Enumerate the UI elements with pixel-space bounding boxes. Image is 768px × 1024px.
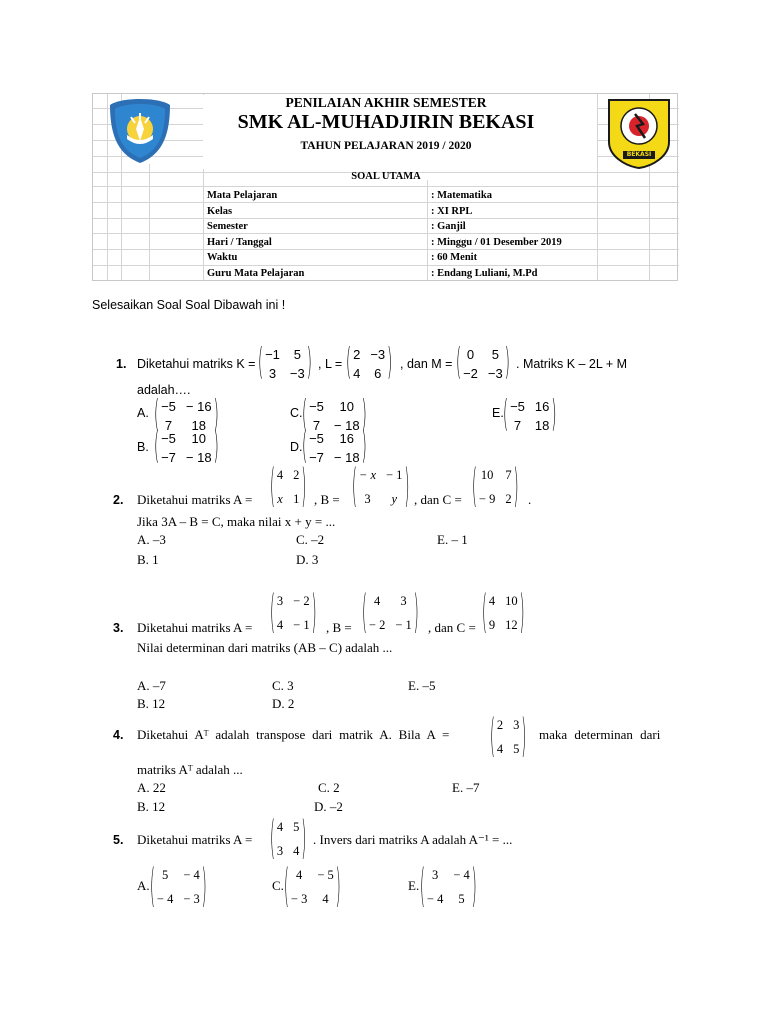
q3-matrix-a bbox=[270, 582, 317, 638]
matrix-cell: − x bbox=[358, 468, 376, 482]
matrix-cell: − 2 bbox=[368, 618, 386, 632]
matrix-grid bbox=[477, 464, 514, 510]
school-logo-icon bbox=[607, 96, 671, 170]
info-value: : Ganjil bbox=[431, 221, 466, 232]
matrix-cell: − 18 bbox=[333, 450, 360, 465]
q1-matrix-l bbox=[346, 343, 393, 385]
matrix-cell: 10 bbox=[505, 594, 518, 608]
matrix-cell: 5 bbox=[161, 868, 169, 882]
q1-text: . Matriks K – 2L + M bbox=[516, 357, 628, 371]
q1-matrix-k bbox=[258, 343, 312, 385]
q1-text: , L = bbox=[318, 357, 343, 371]
matrix-grid bbox=[357, 464, 405, 510]
matrix-cell: 3 bbox=[400, 594, 407, 608]
q3-option-e: E. –5 bbox=[408, 678, 436, 693]
matrix-right-paren: ) bbox=[301, 808, 307, 864]
matrix-left-paren: ( bbox=[490, 706, 495, 762]
info-value: : Matematika bbox=[431, 190, 492, 201]
q2-text: , B = bbox=[314, 492, 340, 507]
q2-matrix-c bbox=[472, 456, 519, 512]
header-table bbox=[92, 93, 678, 281]
q3-option-a: A. –7 bbox=[137, 678, 166, 693]
logo-city-label: BEKASI bbox=[626, 151, 652, 158]
matrix-cell: 18 bbox=[534, 418, 550, 433]
matrix-cell: 4 bbox=[373, 594, 381, 608]
q3-text: Nilai determinan dari matriks (AB – C) adalah ... bbox=[137, 640, 393, 655]
matrix-grid bbox=[487, 590, 520, 636]
q4-option-a: A. 22 bbox=[137, 780, 166, 795]
matrix-right-paren: ) bbox=[387, 343, 393, 385]
info-value: : Minggu / 01 Desember 2019 bbox=[431, 237, 562, 248]
matrix-right-paren: ) bbox=[306, 343, 312, 385]
matrix-cell: 5 bbox=[293, 347, 301, 362]
q5-option-a-label: A. bbox=[137, 878, 150, 893]
matrix-right-paren: ) bbox=[471, 856, 477, 912]
academic-year: TAHUN PELAJARAN 2019 / 2020 bbox=[300, 140, 472, 152]
matrix-cell: −2 bbox=[463, 366, 478, 381]
info-label: Hari / Tanggal bbox=[207, 237, 272, 248]
q3-matrix-c bbox=[482, 582, 525, 638]
matrix-left-paren: ( bbox=[346, 343, 352, 385]
q3-number: 3. bbox=[113, 621, 124, 635]
q1-option-e-label: E. bbox=[492, 406, 504, 420]
q1-text: adalah…. bbox=[137, 383, 191, 397]
matrix-right-paren: ) bbox=[301, 456, 307, 512]
matrix-cell: 3 bbox=[513, 718, 520, 732]
matrix-cell: x bbox=[277, 492, 283, 506]
matrix-cell: 4 bbox=[276, 468, 284, 482]
q1-matrix-m bbox=[456, 343, 510, 385]
q4-number: 4. bbox=[113, 728, 124, 742]
q1-option-a-label: A. bbox=[137, 406, 149, 420]
matrix-cell: 6 bbox=[374, 366, 382, 381]
matrix-grid bbox=[275, 590, 312, 636]
q5-text: . Invers dari matriks A adalah A⁻¹ = ... bbox=[313, 832, 513, 847]
matrix-cell: 3 bbox=[276, 844, 284, 858]
q5-option-e bbox=[420, 856, 477, 912]
q2-text: . bbox=[528, 492, 532, 507]
q5-option-a bbox=[150, 856, 207, 912]
q4-option-d: D. –2 bbox=[314, 799, 343, 814]
q4-text: Diketahui Aᵀ adalah transpose dari matrik A. Bila A = bbox=[137, 727, 450, 742]
matrix-right-paren: ) bbox=[404, 456, 410, 512]
matrix-cell: −5 bbox=[510, 399, 525, 414]
matrix-cell: 5 bbox=[491, 347, 499, 362]
q1-option-e bbox=[503, 395, 557, 437]
matrix-cell: 4 bbox=[295, 868, 303, 882]
grid-line bbox=[93, 233, 679, 234]
matrix-cell: 7 bbox=[164, 418, 173, 433]
matrix-cell: − 3 bbox=[183, 892, 200, 906]
q2-option-b: B. 1 bbox=[137, 552, 159, 567]
info-value: : Endang Luliani, M.Pd bbox=[431, 268, 538, 279]
q2-matrix-a bbox=[270, 456, 307, 512]
matrix-left-paren: ( bbox=[362, 582, 367, 638]
matrix-left-paren: ( bbox=[302, 427, 308, 469]
matrix-cell: − 1 bbox=[395, 618, 412, 632]
q3-text: Diketahui matriks A = bbox=[137, 620, 253, 635]
matrix-grid bbox=[307, 398, 362, 434]
matrix-cell: 3 bbox=[431, 868, 439, 882]
q2-option-a: A. –3 bbox=[137, 532, 166, 547]
matrix-left-paren: ( bbox=[482, 582, 487, 638]
matrix-right-paren: ) bbox=[504, 343, 510, 385]
matrix-left-paren: ( bbox=[258, 343, 264, 385]
q5-option-c bbox=[284, 856, 341, 912]
q3-matrix-b bbox=[362, 582, 419, 638]
matrix-cell: − 18 bbox=[333, 418, 360, 433]
matrix-left-paren: ( bbox=[284, 856, 289, 912]
matrix-cell: 3 bbox=[276, 594, 284, 608]
q3-text: , dan C = bbox=[428, 620, 476, 635]
q1-option-c bbox=[302, 395, 367, 437]
q4-option-e: E. –7 bbox=[452, 780, 480, 795]
matrix-right-paren: ) bbox=[513, 456, 519, 512]
q5-number: 5. bbox=[113, 833, 124, 847]
matrix-grid bbox=[159, 430, 214, 466]
q4-option-b: B. 12 bbox=[137, 799, 166, 814]
grid-line bbox=[93, 218, 679, 219]
matrix-cell: − 4 bbox=[156, 892, 174, 906]
matrix-right-paren: ) bbox=[213, 395, 219, 437]
q4-matrix-a bbox=[490, 706, 527, 762]
q2-option-e: E. – 1 bbox=[437, 532, 468, 547]
info-label: Mata Pelajaran bbox=[207, 190, 278, 201]
matrix-left-paren: ( bbox=[456, 343, 462, 385]
matrix-cell: 12 bbox=[505, 618, 518, 632]
matrix-right-paren: ) bbox=[413, 582, 419, 638]
matrix-cell: − 16 bbox=[185, 399, 212, 414]
q3-text: , B = bbox=[326, 620, 352, 635]
matrix-cell: 7 bbox=[513, 418, 522, 433]
matrix-cell: 4 bbox=[276, 820, 284, 834]
matrix-cell: − 18 bbox=[185, 450, 212, 465]
matrix-cell: 16 bbox=[339, 431, 354, 446]
q1-text: Diketahui matriks K = bbox=[137, 357, 256, 371]
matrix-cell: 2 bbox=[505, 492, 512, 506]
q5-option-e-label: E. bbox=[408, 878, 420, 893]
matrix-left-paren: ( bbox=[270, 456, 275, 512]
q2-text: , dan C = bbox=[414, 492, 462, 507]
matrix-cell: − 2 bbox=[293, 594, 310, 608]
matrix-cell: 3 bbox=[268, 366, 277, 381]
matrix-cell: − 1 bbox=[386, 468, 403, 482]
matrix-cell: 1 bbox=[293, 492, 300, 506]
matrix-cell: − 5 bbox=[317, 868, 334, 882]
matrix-grid bbox=[351, 346, 387, 382]
matrix-grid bbox=[495, 714, 522, 760]
matrix-right-paren: ) bbox=[311, 582, 317, 638]
matrix-cell: −5 bbox=[309, 399, 324, 414]
matrix-cell: −7 bbox=[161, 450, 176, 465]
q1-option-b bbox=[154, 427, 219, 469]
info-label: Kelas bbox=[207, 206, 233, 217]
matrix-left-paren: ( bbox=[472, 456, 477, 512]
matrix-cell: −7 bbox=[309, 450, 324, 465]
matrix-cell: 10 bbox=[339, 399, 354, 414]
matrix-grid bbox=[263, 346, 307, 382]
matrix-cell: 7 bbox=[505, 468, 512, 482]
matrix-cell: 0 bbox=[466, 347, 475, 362]
q1-option-c-label: C. bbox=[290, 406, 303, 420]
exam-title: PENILAIAN AKHIR SEMESTER bbox=[285, 95, 487, 110]
matrix-cell: −3 bbox=[370, 347, 386, 362]
q2-number: 2. bbox=[113, 493, 124, 507]
matrix-right-paren: ) bbox=[521, 706, 527, 762]
matrix-cell: − 3 bbox=[290, 892, 308, 906]
matrix-cell: −3 bbox=[289, 366, 305, 381]
matrix-cell: − 4 bbox=[183, 868, 200, 882]
matrix-left-paren: ( bbox=[154, 395, 160, 437]
matrix-cell: 5 bbox=[293, 820, 300, 834]
q2-matrix-b bbox=[352, 456, 410, 512]
matrix-left-paren: ( bbox=[270, 808, 275, 864]
matrix-cell: 10 bbox=[191, 431, 206, 446]
info-label: Waktu bbox=[207, 252, 238, 263]
info-value: : 60 Menit bbox=[431, 252, 478, 263]
matrix-cell: 16 bbox=[534, 399, 550, 414]
q1-option-d-label: D. bbox=[290, 440, 303, 454]
q3-option-b: B. 12 bbox=[137, 696, 166, 711]
matrix-left-paren: ( bbox=[150, 856, 155, 912]
q2-text: Diketahui matriks A = bbox=[137, 492, 253, 507]
matrix-cell: 5 bbox=[458, 892, 465, 906]
matrix-cell: −5 bbox=[161, 431, 176, 446]
matrix-cell: −1 bbox=[265, 347, 280, 362]
matrix-left-paren: ( bbox=[503, 395, 509, 437]
matrix-cell: 4 bbox=[488, 594, 496, 608]
q1-number: 1. bbox=[116, 357, 127, 371]
info-label: Guru Mata Pelajaran bbox=[207, 268, 305, 279]
matrix-cell: 18 bbox=[191, 418, 206, 433]
matrix-cell: 3 bbox=[364, 492, 371, 506]
tut-wuri-logo-icon bbox=[107, 97, 173, 165]
grid-line bbox=[93, 186, 679, 187]
q4-option-c: C. 2 bbox=[318, 780, 340, 795]
matrix-cell: 4 bbox=[293, 844, 300, 858]
matrix-cell: 4 bbox=[496, 742, 504, 756]
matrix-cell: 2 bbox=[293, 468, 300, 482]
info-label: Semester bbox=[207, 221, 248, 232]
matrix-grid bbox=[155, 864, 202, 910]
q1-text: , dan M = bbox=[400, 357, 453, 371]
q3-option-d: D. 2 bbox=[272, 696, 295, 711]
matrix-left-paren: ( bbox=[302, 395, 308, 437]
matrix-cell: 9 bbox=[488, 618, 496, 632]
q5-option-c-label: C. bbox=[272, 878, 284, 893]
matrix-grid bbox=[275, 816, 302, 862]
q3-option-c: C. 3 bbox=[272, 678, 294, 693]
q1-option-a bbox=[154, 395, 219, 437]
grid-line bbox=[93, 265, 679, 266]
matrix-cell: −5 bbox=[309, 431, 324, 446]
grid-line bbox=[93, 249, 679, 250]
matrix-grid bbox=[289, 864, 336, 910]
q5-text: Diketahui matriks A = bbox=[137, 832, 253, 847]
matrix-right-paren: ) bbox=[519, 582, 525, 638]
matrix-cell: − 4 bbox=[453, 868, 470, 882]
matrix-left-paren: ( bbox=[352, 456, 357, 512]
matrix-right-paren: ) bbox=[551, 395, 557, 437]
matrix-cell: − 1 bbox=[293, 618, 310, 632]
matrix-grid bbox=[508, 398, 551, 434]
matrix-right-paren: ) bbox=[361, 395, 367, 437]
matrix-left-paren: ( bbox=[154, 427, 160, 469]
matrix-grid bbox=[275, 464, 302, 510]
matrix-cell: 4 bbox=[353, 366, 361, 381]
matrix-cell: 7 bbox=[312, 418, 321, 433]
matrix-cell: 4 bbox=[276, 618, 284, 632]
matrix-grid bbox=[461, 346, 505, 382]
grid-line bbox=[93, 202, 679, 203]
q2-option-c: C. –2 bbox=[296, 532, 325, 547]
matrix-cell: − 9 bbox=[478, 492, 496, 506]
school-name: SMK AL-MUHADJIRIN BEKASI bbox=[237, 111, 535, 133]
matrix-cell: 4 bbox=[322, 892, 329, 906]
matrix-right-paren: ) bbox=[201, 856, 207, 912]
matrix-cell: 2 bbox=[496, 718, 504, 732]
matrix-right-paren: ) bbox=[361, 427, 367, 469]
q5-matrix-a bbox=[270, 808, 307, 864]
q4-text: maka determinan dari bbox=[539, 727, 661, 742]
q2-option-d: D. 3 bbox=[296, 552, 319, 567]
instruction: Selesaikan Soal Soal Dibawah ini ! bbox=[92, 298, 286, 312]
matrix-cell: 5 bbox=[513, 742, 520, 756]
matrix-right-paren: ) bbox=[213, 427, 219, 469]
matrix-grid bbox=[159, 398, 214, 434]
info-value: : XI RPL bbox=[431, 206, 473, 217]
matrix-cell: −5 bbox=[161, 399, 176, 414]
q2-text: Jika 3A – B = C, maka nilai x + y = ... bbox=[137, 514, 336, 529]
matrix-cell: −3 bbox=[487, 366, 503, 381]
matrix-cell: y bbox=[391, 492, 397, 506]
matrix-cell: 10 bbox=[480, 468, 494, 482]
soal-label: SOAL UTAMA bbox=[351, 171, 421, 182]
matrix-left-paren: ( bbox=[270, 582, 275, 638]
matrix-left-paren: ( bbox=[420, 856, 425, 912]
q4-text: matriks Aᵀ adalah ... bbox=[137, 762, 243, 777]
matrix-grid bbox=[425, 864, 472, 910]
matrix-cell: 2 bbox=[353, 347, 361, 362]
q1-option-b-label: B. bbox=[137, 440, 149, 454]
q1-option-d bbox=[302, 427, 367, 469]
matrix-grid bbox=[367, 590, 414, 636]
matrix-right-paren: ) bbox=[335, 856, 341, 912]
matrix-cell: − 4 bbox=[426, 892, 444, 906]
